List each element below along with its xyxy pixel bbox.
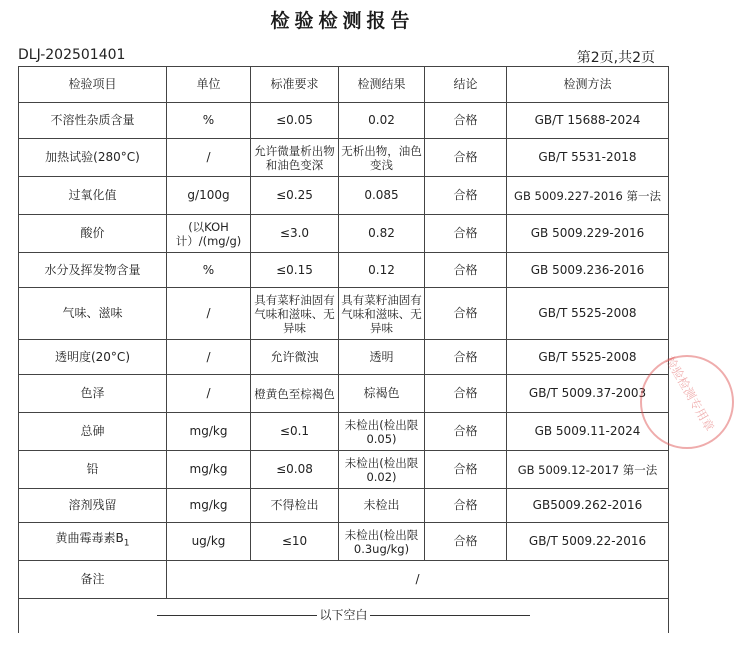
- unit-cell: /: [167, 288, 251, 340]
- standard-cell: ≤0.05: [251, 103, 339, 139]
- unit-cell: /: [167, 375, 251, 413]
- conclusion-cell: 合格: [425, 139, 507, 177]
- method-cell: GB/T 5525-2008: [507, 340, 669, 375]
- result-cell: 透明: [339, 340, 425, 375]
- table-header-row: [19, 67, 669, 103]
- header-unit: 单位: [167, 67, 251, 103]
- method-cell: GB/T 5009.37-2003: [507, 375, 669, 413]
- item-cell: 溶剂残留: [19, 489, 167, 523]
- result-cell: 未检出(检出限0.05): [339, 413, 425, 451]
- header-method: 检测方法: [507, 67, 669, 103]
- result-cell: 0.02: [339, 103, 425, 139]
- item-cell: 过氧化值: [19, 177, 167, 215]
- end-row: [19, 599, 669, 633]
- conclusion-cell: 合格: [425, 451, 507, 489]
- report-number: DLJ-202501401: [18, 47, 126, 63]
- end-text: 以下空白: [319, 608, 368, 623]
- standard-cell: ≤0.1: [251, 413, 339, 451]
- item-subscript: 1: [123, 538, 130, 549]
- table-row: [19, 451, 669, 489]
- item-cell: 酸价: [19, 215, 167, 253]
- header-conclusion: 结论: [425, 67, 507, 103]
- unit-cell: mg/kg: [167, 489, 251, 523]
- end-rule-right: [370, 615, 530, 616]
- stamp-text: 检验检测专用章: [662, 353, 717, 434]
- item-cell: 水分及挥发物含量: [19, 253, 167, 288]
- header-standard: 标准要求: [251, 67, 339, 103]
- method-cell: GB/T 15688-2024: [507, 103, 669, 139]
- end-rule-left: [157, 615, 317, 616]
- conclusion-cell: 合格: [425, 340, 507, 375]
- unit-cell: mg/kg: [167, 413, 251, 451]
- result-cell: 0.82: [339, 215, 425, 253]
- item-cell: 气味、滋味: [19, 288, 167, 340]
- unit-cell: %: [167, 103, 251, 139]
- standard-cell: ≤0.15: [251, 253, 339, 288]
- method-cell: GB 5009.227-2016 第一法: [507, 177, 669, 215]
- standard-cell: ≤3.0: [251, 215, 339, 253]
- standard-cell: ≤10: [251, 523, 339, 561]
- item-text: 黄曲霉毒素B: [55, 531, 124, 546]
- result-cell: 未检出(检出限0.02): [339, 451, 425, 489]
- standard-cell: 允许微量析出物和油色变深: [251, 139, 339, 177]
- table-row: [19, 340, 669, 375]
- table-row: [19, 215, 669, 253]
- end-cell: [19, 599, 669, 633]
- conclusion-cell: 合格: [425, 413, 507, 451]
- standard-cell: ≤0.25: [251, 177, 339, 215]
- standard-cell: 橙黄色至棕褐色: [251, 375, 339, 413]
- table-row: [19, 139, 669, 177]
- standard-cell: 不得检出: [251, 489, 339, 523]
- standard-cell: 允许微浊: [251, 340, 339, 375]
- unit-cell: g/100g: [167, 177, 251, 215]
- result-cell: 棕褐色: [339, 375, 425, 413]
- end-marker: [21, 608, 666, 623]
- table-row: [19, 489, 669, 523]
- item-cell: 透明度(20°C): [19, 340, 167, 375]
- method-cell: GB5009.262-2016: [507, 489, 669, 523]
- method-cell: GB 5009.236-2016: [507, 253, 669, 288]
- remark-row: [19, 561, 669, 599]
- item-cell: 色泽: [19, 375, 167, 413]
- method-cell: GB/T 5525-2008: [507, 288, 669, 340]
- unit-cell: ug/kg: [167, 523, 251, 561]
- result-cell: 未检出(检出限0.3ug/kg): [339, 523, 425, 561]
- remark-value: /: [167, 561, 669, 599]
- report-title: 检验检测报告: [270, 10, 415, 32]
- unit-cell: (以KOH计）/(mg/g): [167, 215, 251, 253]
- method-cell: GB/T 5531-2018: [507, 139, 669, 177]
- item-cell: 加热试验(280°C): [19, 139, 167, 177]
- result-cell: 0.085: [339, 177, 425, 215]
- conclusion-cell: 合格: [425, 253, 507, 288]
- header-item: 检验项目: [19, 67, 167, 103]
- method-cell: GB/T 5009.22-2016: [507, 523, 669, 561]
- result-cell: 具有菜籽油固有气味和滋味、无异味: [339, 288, 425, 340]
- table-row: [19, 253, 669, 288]
- conclusion-cell: 合格: [425, 288, 507, 340]
- header-result: 检测结果: [339, 67, 425, 103]
- remark-label: 备注: [19, 561, 167, 599]
- method-cell: GB 5009.229-2016: [507, 215, 669, 253]
- table-row: [19, 523, 669, 561]
- table-row: [19, 375, 669, 413]
- conclusion-cell: 合格: [425, 489, 507, 523]
- result-cell: 未检出: [339, 489, 425, 523]
- table-row: [19, 288, 669, 340]
- item-cell: 铅: [19, 451, 167, 489]
- method-cell: GB 5009.11-2024: [507, 413, 669, 451]
- conclusion-cell: 合格: [425, 103, 507, 139]
- conclusion-cell: 合格: [425, 523, 507, 561]
- item-cell: [19, 523, 167, 561]
- conclusion-cell: 合格: [425, 177, 507, 215]
- result-cell: 无析出物，油色变浅: [339, 139, 425, 177]
- page-number: 第2页,共2页: [576, 50, 655, 66]
- unit-cell: /: [167, 340, 251, 375]
- standard-cell: 具有菜籽油固有气味和滋味、无异味: [251, 288, 339, 340]
- unit-cell: %: [167, 253, 251, 288]
- standard-cell: ≤0.08: [251, 451, 339, 489]
- item-cell: 不溶性杂质含量: [19, 103, 167, 139]
- method-cell: GB 5009.12-2017 第一法: [507, 451, 669, 489]
- table-row: [19, 413, 669, 451]
- results-table: [18, 66, 669, 633]
- unit-cell: mg/kg: [167, 451, 251, 489]
- table-row: [19, 177, 669, 215]
- table-row: [19, 103, 669, 139]
- unit-cell: /: [167, 139, 251, 177]
- result-cell: 0.12: [339, 253, 425, 288]
- conclusion-cell: 合格: [425, 375, 507, 413]
- conclusion-cell: 合格: [425, 215, 507, 253]
- item-cell: 总砷: [19, 413, 167, 451]
- red-stamp: [640, 355, 734, 449]
